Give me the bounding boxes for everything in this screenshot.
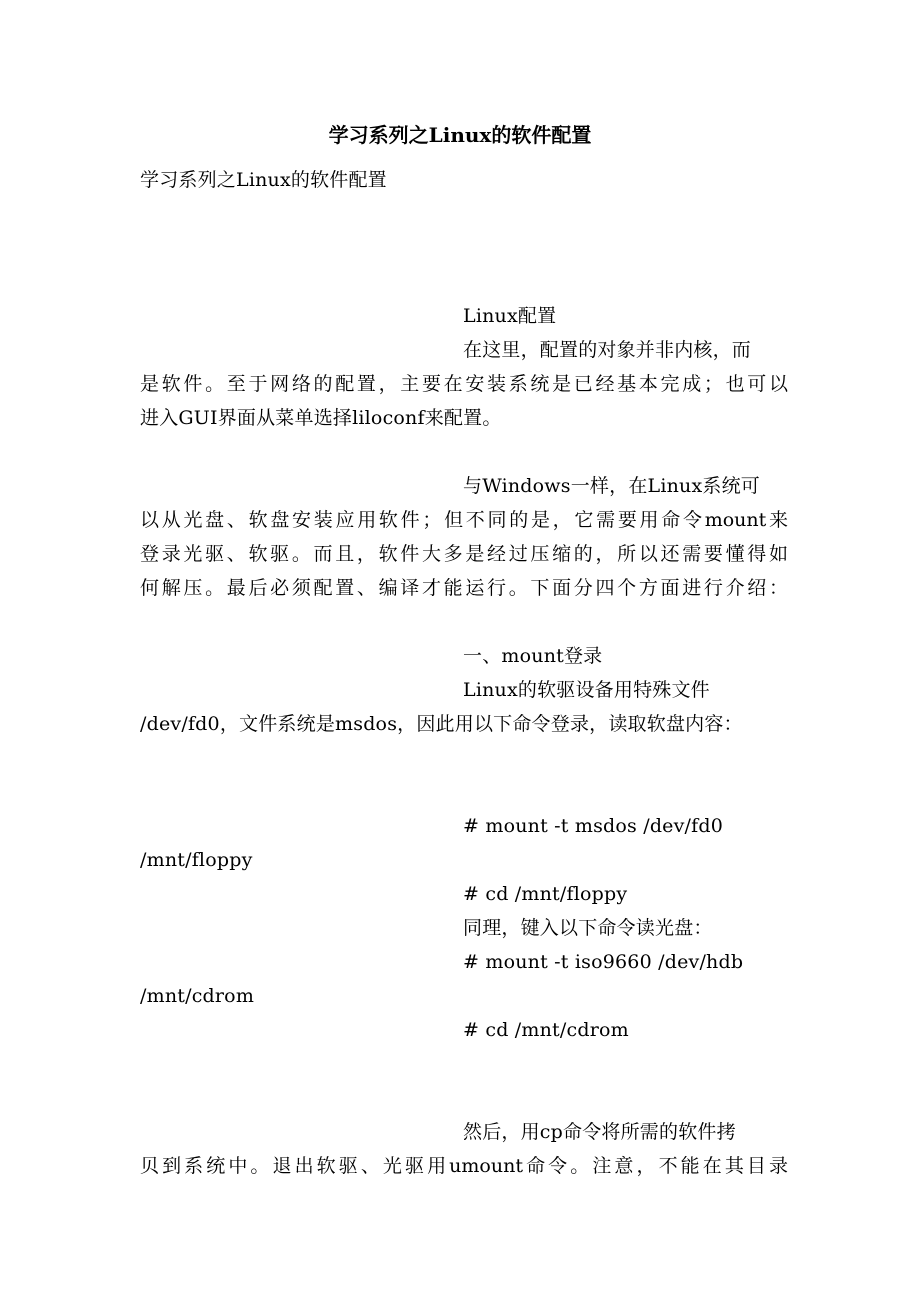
cdrom-intro: 同理，键入以下命令读光盘： [463,917,713,939]
paragraph-4-line-2: 贝到系统中。退出软驱、光驱用umount命令。注意，不能在其目录 [140,1155,788,1177]
paragraph-2-line-1: 与Windows一样，在Linux系统可 [463,475,761,497]
paragraph-1-line-2: 是软件。至于网络的配置，主要在安装系统是已经基本完成；也可以 [140,373,788,395]
section-heading: Linux配置 [463,305,557,327]
paragraph-1-line-3: 进入GUI界面从菜单选择liloconf来配置。 [140,407,502,429]
document-title: 学习系列之Linux的软件配置 [328,123,592,147]
paragraph-3-line-2: /dev/fd0，文件系统是msdos，因此用以下命令登录，读取软盘内容： [140,713,743,735]
document-subtitle: 学习系列之Linux的软件配置 [140,169,387,191]
command-cd-floppy: # cd /mnt/floppy [463,883,628,905]
command-mount-cdrom-target: /mnt/cdrom [140,985,255,1007]
command-mount-cdrom: # mount -t iso9660 /dev/hdb [463,951,744,973]
command-cd-cdrom: # cd /mnt/cdrom [463,1019,629,1041]
paragraph-1-line-1: 在这里，配置的对象并非内核，而 [463,339,752,361]
command-mount-floppy: # mount -t msdos /dev/fd0 [463,815,724,837]
mount-heading: 一、mount登录 [463,645,603,667]
paragraph-2-line-4: 何解压。最后必须配置、编译才能运行。下面分四个方面进行介绍： [140,577,788,599]
command-mount-floppy-target: /mnt/floppy [140,849,253,871]
paragraph-2-line-3: 登录光驱、软驱。而且，软件大多是经过压缩的，所以还需要懂得如 [140,543,788,565]
paragraph-4-line-1: 然后，用cp命令将所需的软件拷 [463,1121,736,1143]
paragraph-2-line-2: 以从光盘、软盘安装应用软件；但不同的是，它需要用命令mount来 [140,509,788,531]
paragraph-3-line-1: Linux的软驱设备用特殊文件 [463,679,710,701]
